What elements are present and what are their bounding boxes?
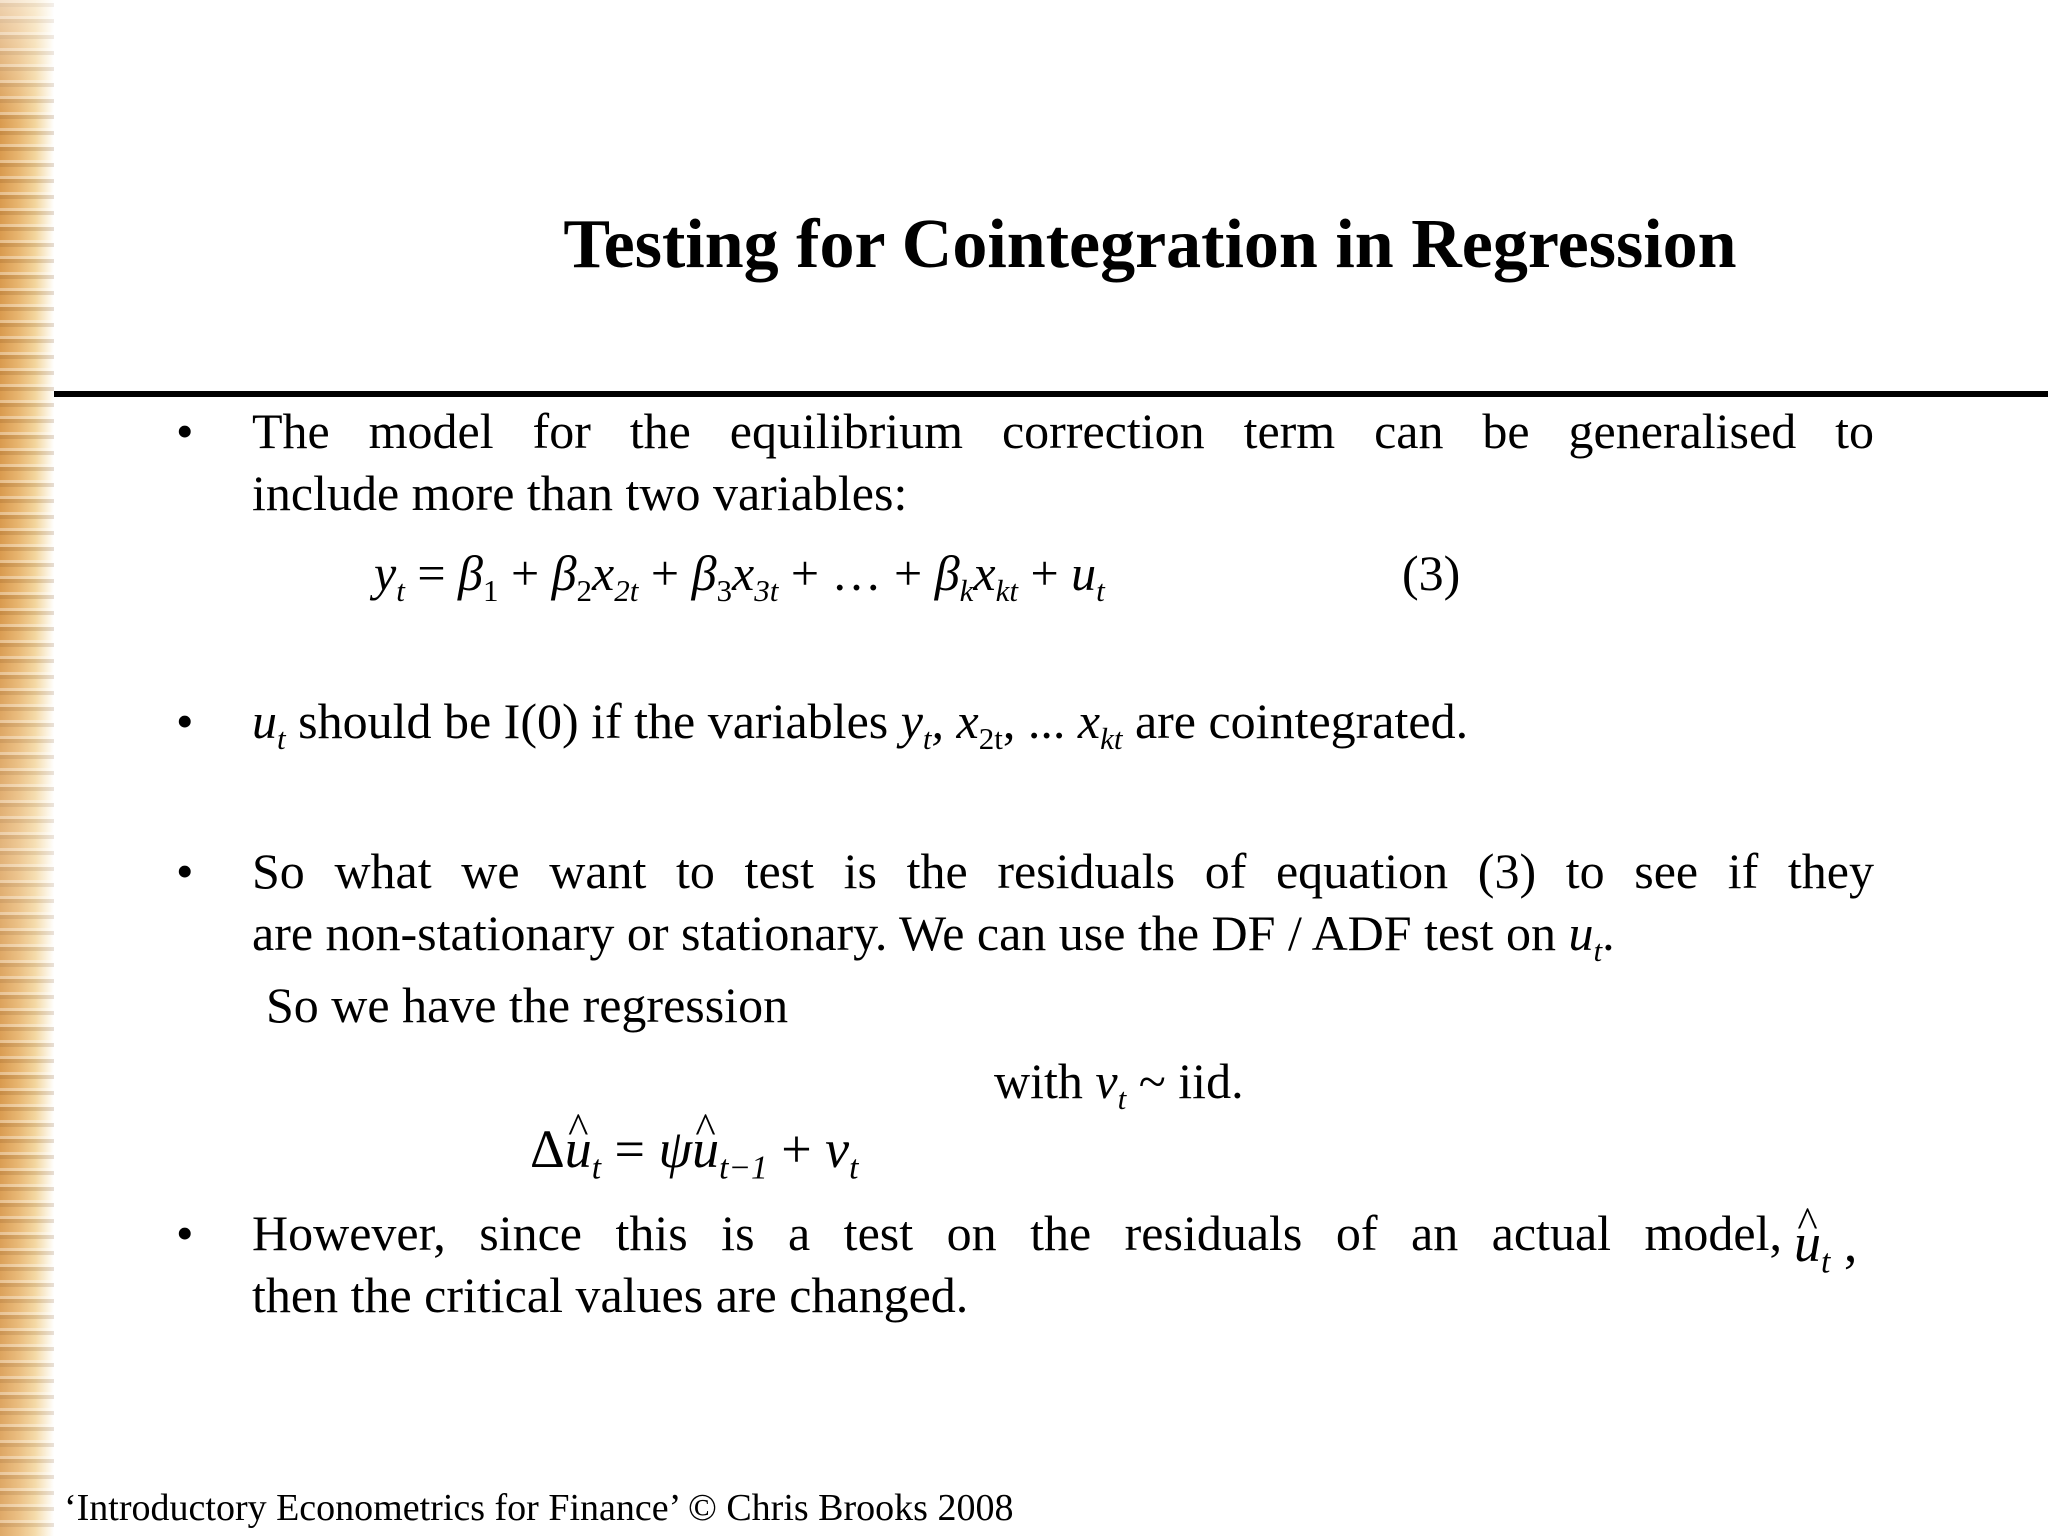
bullet-1-text: [252, 400, 1874, 524]
bullet-4-text: [252, 1202, 1782, 1326]
residual-symbol: ^ $u_t$ ,: [1794, 1212, 1857, 1274]
bullet-2-marker: •: [176, 693, 194, 749]
bullet-4-line-2: then the critical values are changed.: [252, 1267, 969, 1323]
bullet-2-text: $u_t$ should be I(0) if the variables $y_t$, $x_{2t}$, ... $x_{kt}$ are cointegrated.: [252, 693, 1469, 756]
bullet-3-line-2: are non-stationary or stationary. We can use the DF / ADF test on $u_t$.: [252, 905, 1615, 968]
decorative-side-strip: [0, 0, 54, 1536]
bullet-4-line-1: However, since this is a test on the residuals of an actual model,: [252, 1205, 1782, 1261]
regression-equation: Δ^ $u_t$ = ψ^ $u_{t-1} + v_t$: [530, 1118, 858, 1180]
footer-copyright: ‘Introductory Econometrics for Finance’ © Chris Brooks 2008: [64, 1487, 1014, 1529]
slide-title: Testing for Cointegration in Regression: [563, 206, 1737, 283]
equation-3: $y_t = \beta_1 + \beta_2x_{2t} + \beta_3x_{3t}$ + … + $\beta_kx_{kt} + u_t$: [374, 545, 1105, 608]
bullet-3-marker: •: [176, 843, 194, 899]
equation-3-number: (3): [1402, 545, 1461, 601]
bullet-1-line-2: include more than two variables:: [252, 465, 908, 521]
bullet-3-line-3: So we have the regression: [266, 977, 789, 1033]
bullet-3-line-1: So what we want to test is the residuals of equation (3) to see if they: [252, 843, 1874, 899]
bullet-1-line-1: The model for the equilibrium correction term can be generalised to: [252, 403, 1874, 459]
bullet-4-marker: •: [176, 1205, 194, 1261]
bullet-3-text: [252, 840, 1874, 968]
bullet-1-marker: •: [176, 403, 194, 459]
title-divider: [54, 391, 2048, 397]
iid-note: with $v_t$ ~ iid.: [994, 1053, 1244, 1116]
